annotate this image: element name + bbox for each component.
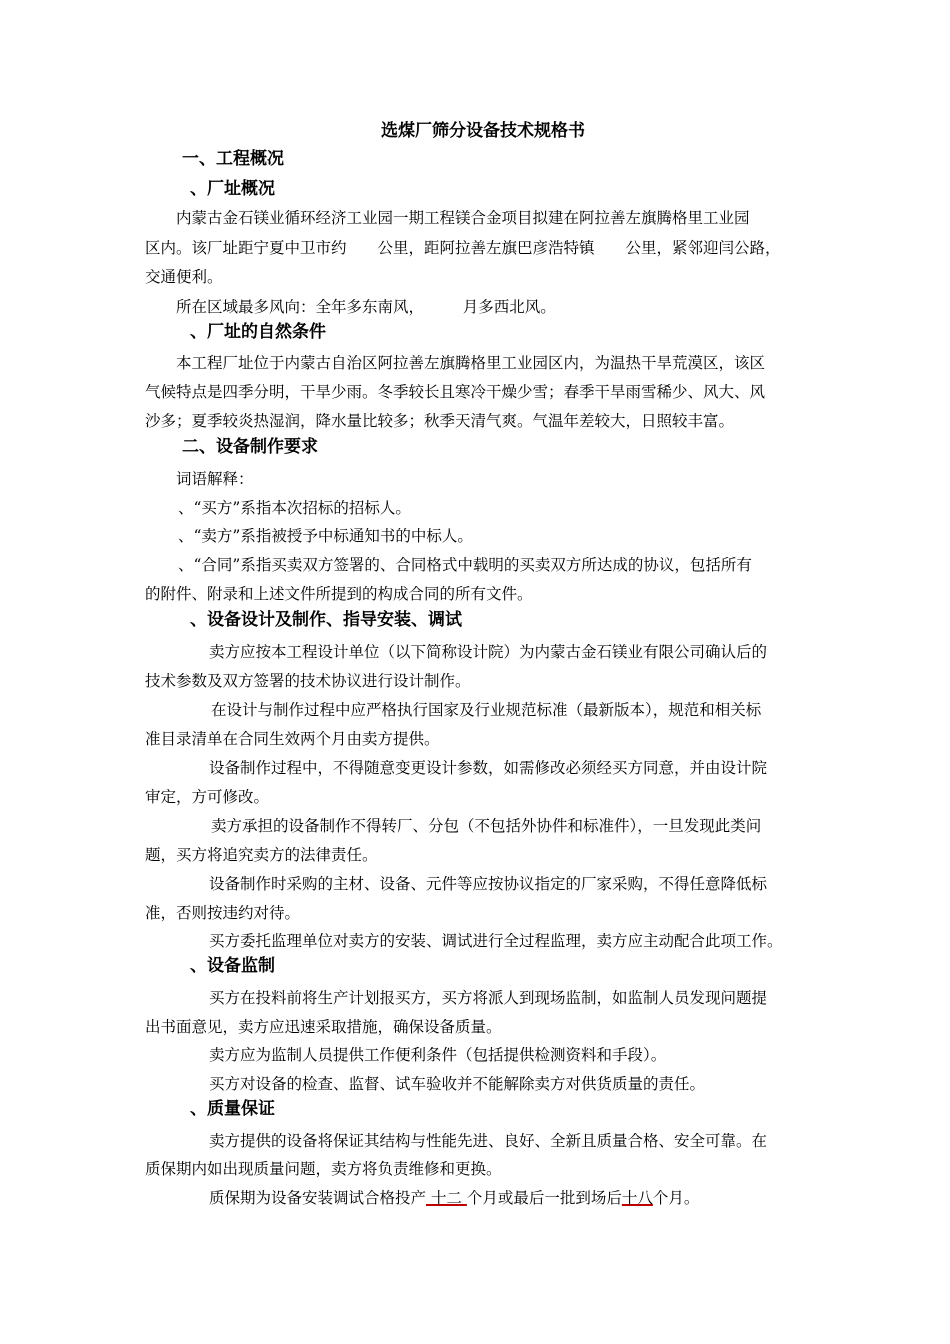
- subsection-heading-monitoring: 、设备监制: [190, 956, 275, 976]
- paragraph-line: 卖方提供的设备将保证其结构与性能先进、良好、全新且质量合格、安全可靠。在: [209, 1132, 768, 1150]
- paragraph-line: 质保期内如出现质量问题，卖方将负责维修和更换。: [145, 1160, 502, 1178]
- paragraph-line: 买方对设备的检查、监督、试车验收并不能解除卖方对供货质量的责任。: [209, 1075, 706, 1093]
- document-title: 选煤厂筛分设备技术规格书: [381, 121, 585, 141]
- paragraph-line: 卖方应为监制人员提供工作便利条件（包括提供检测资料和手段）。: [209, 1046, 667, 1064]
- warranty-months-after-commissioning: 十二: [426, 1189, 467, 1207]
- warranty-text-middle: 个月或最后一批到场后: [466, 1189, 622, 1207]
- warranty-text-end: 个月。: [652, 1189, 700, 1207]
- paragraph-line: 题，买方将追究卖方的法律责任。: [145, 846, 378, 864]
- paragraph-line: 内蒙古金石镁业循环经济工业园一期工程镁合金项目拟建在阿拉善左旗腾格里工业园: [176, 209, 750, 227]
- paragraph-line: 本工程厂址位于内蒙古自治区阿拉善左旗腾格里工业园区内，为温热干旱荒漠区，该区: [176, 354, 766, 372]
- paragraph-line: 设备制作过程中，不得随意变更设计参数，如需修改必须经买方同意，并由设计院: [209, 759, 768, 777]
- subsection-heading-site-overview: 、厂址概况: [190, 179, 275, 199]
- warranty-text-start: 质保期为设备安装调试合格投产: [209, 1189, 427, 1207]
- paragraph-line: 出书面意见，卖方应迅速采取措施，确保设备质量。: [145, 1018, 502, 1036]
- section-heading-project-overview: 一、工程概况: [182, 149, 284, 169]
- term-contract-line: 、“合同”系指买卖双方签署的、合同格式中载明的买卖双方所达成的协议，包括所有: [178, 556, 752, 574]
- paragraph-supervision: 买方委托监理单位对卖方的安装、调试进行全过程监理，卖方应主动配合此项工作。: [209, 932, 783, 950]
- paragraph-line: 卖方应按本工程设计单位（以下简称设计院）为内蒙古金石镁业有限公司确认后的: [209, 643, 768, 661]
- section-heading-equipment-requirements: 二、设备制作要求: [182, 437, 318, 457]
- paragraph-line: 准目录清单在合同生效两个月由卖方提供。: [145, 730, 440, 748]
- subsection-heading-natural-conditions: 、厂址的自然条件: [190, 322, 326, 342]
- term-contract-line: 的附件、附录和上述文件所提到的构成合同的所有文件。: [145, 585, 533, 603]
- warranty-months-after-delivery: 十八: [621, 1189, 653, 1207]
- term-seller: 、“卖方”系指被授予中标通知书的中标人。: [178, 527, 473, 545]
- subsection-heading-quality-assurance: 、质量保证: [190, 1099, 275, 1119]
- paragraph-line: 区内。该厂址距宁夏中卫市约 公里，距阿拉善左旗巴彦浩特镇 公里，紧邻迎闫公路，: [145, 239, 781, 257]
- term-buyer: 、“买方”系指本次招标的招标人。: [178, 499, 411, 517]
- paragraph-line: 交通便利。: [145, 268, 223, 286]
- paragraph-line: 技术参数及双方签署的技术协议进行设计制作。: [145, 672, 471, 690]
- paragraph-line: 沙多；夏季较炎热湿润，降水量比较多；秋季天清气爽。气温年差较大，日照较丰富。: [145, 412, 735, 430]
- paragraph-line: 买方在投料前将生产计划报买方，买方将派人到现场监制，如监制人员发现问题提: [209, 989, 768, 1007]
- paragraph-line: 气候特点是四季分明，干旱少雨。冬季较长且寒冷干燥少雪；春季干旱雨雪稀少、风大、风: [145, 383, 766, 401]
- subsection-heading-design-manufacture: 、设备设计及制作、指导安装、调试: [190, 610, 462, 630]
- terms-label: 词语解释：: [176, 470, 254, 488]
- paragraph-line: 设备制作时采购的主材、设备、元件等应按协议指定的厂家采购，不得任意降低标: [209, 875, 768, 893]
- paragraph-line: 审定，方可修改。: [145, 788, 270, 806]
- paragraph-line: 准，否则按违约对待。: [145, 904, 301, 922]
- paragraph-line: 卖方承担的设备制作不得转厂、分包（不包括外协件和标准件），一旦发现此类问: [211, 817, 762, 835]
- paragraph-wind-direction: 所在区域最多风向：全年多东南风， 月多西北风。: [176, 298, 556, 316]
- paragraph-warranty-period: [209, 1188, 699, 1208]
- paragraph-line: 在设计与制作过程中应严格执行国家及行业规范标准（最新版本），规范和相关标: [211, 701, 762, 719]
